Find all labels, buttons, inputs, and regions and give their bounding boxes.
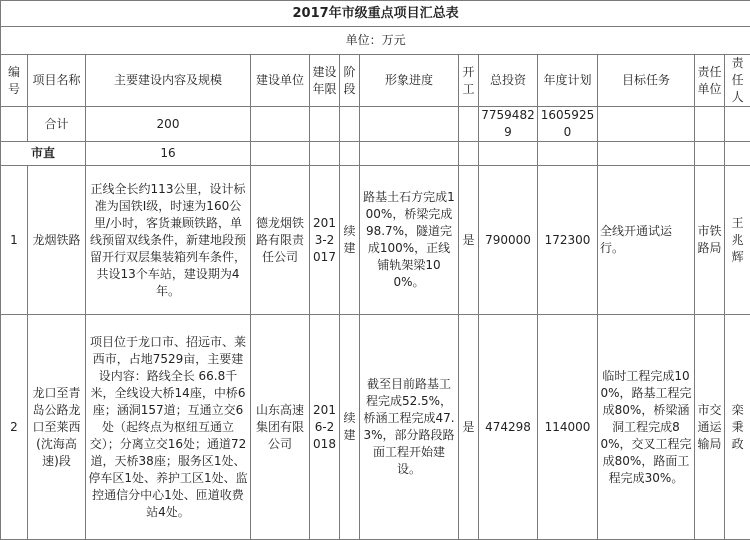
row-content: 正线全长约113公里，设计标准为国铁Ⅰ级，时速为160公里/小时，客货兼顾铁路，单线预留双线条件，新建地段预留开行双层集装箱列车条件，共设13个车站，建设期为4年。 (86, 166, 251, 315)
summary-annual: 16059250 (538, 107, 598, 142)
row-no: 1 (1, 166, 28, 315)
header-content: 主要建设内容及规模 (86, 55, 251, 107)
row-period: 2016-2018 (310, 315, 340, 540)
row-unit: 山东高速集团有限公司 (251, 315, 310, 540)
row-target: 临时工程完成100%，路基工程完成80%，桥梁涵洞工程完成80%，交叉工程完成80%，路面工程完成30%。 (598, 315, 695, 540)
row-progress: 路基土石方完成100%，桥梁完成98.7%，隧道完成100%，正线铺轨架梁100%。 (360, 166, 459, 315)
row-name: 龙口至青岛公路龙口至莱西(沈海高速)段 (28, 315, 86, 540)
row-total: 790000 (479, 166, 538, 315)
summary-label: 合计 (28, 107, 86, 142)
header-unit: 建设单位 (251, 55, 310, 107)
row-total: 474298 (479, 315, 538, 540)
header-progress: 形象进度 (360, 55, 459, 107)
header-resp-unit: 责任单位 (695, 55, 725, 107)
header-row (1, 55, 750, 107)
row-resp-person: 王兆辉 (725, 166, 750, 315)
header-no: 编号 (1, 55, 28, 107)
row-resp-unit: 市铁路局 (695, 166, 725, 315)
city-row (1, 142, 750, 166)
row-content: 项目位于龙口市、招远市、莱西市，占地7529亩，主要建设内容：路线全长 66.8千米，全线设大桥14座，中桥6座；涵洞157道；互通立交6处（起终点为枢纽互通立交）；分离立交16处；通道72道，天桥38座；服务区1处、停车区1处、养护工区1处、监控通信分中心1处、匝道收费站4处。 (86, 315, 251, 540)
table-row (1, 166, 750, 315)
summary-total: 77594829 (479, 107, 538, 142)
summary-count: 200 (86, 107, 251, 142)
city-label: 市直 (1, 142, 86, 166)
header-start: 开工 (459, 55, 479, 107)
table-title: 2017年市级重点项目汇总表 (1, 1, 750, 27)
row-resp-person: 栾秉政 (725, 315, 750, 540)
row-period: 2013-2017 (310, 166, 340, 315)
unit-label: 单位：万元 (1, 27, 750, 55)
row-name: 龙烟铁路 (28, 166, 86, 315)
city-count: 16 (86, 142, 251, 166)
table-row (1, 315, 750, 540)
row-stage: 续建 (340, 166, 360, 315)
row-start: 是 (459, 166, 479, 315)
header-resp-person: 责任人 (725, 55, 750, 107)
header-total: 总投资 (479, 55, 538, 107)
row-resp-unit: 市交通运输局 (695, 315, 725, 540)
header-name: 项目名称 (28, 55, 86, 107)
header-stage: 阶段 (340, 55, 360, 107)
row-stage: 续建 (340, 315, 360, 540)
summary-row (1, 107, 750, 142)
header-annual: 年度计划 (538, 55, 598, 107)
row-unit: 德龙烟铁路有限责任公司 (251, 166, 310, 315)
row-no: 2 (1, 315, 28, 540)
row-target: 全线开通试运行。 (598, 166, 695, 315)
row-annual: 114000 (538, 315, 598, 540)
row-start: 是 (459, 315, 479, 540)
header-period: 建设年限 (310, 55, 340, 107)
header-target: 目标任务 (598, 55, 695, 107)
row-progress: 截至目前路基工程完成52.5%，桥涵工程完成47.3%，部分路段路面工程开始建设。 (360, 315, 459, 540)
row-annual: 172300 (538, 166, 598, 315)
